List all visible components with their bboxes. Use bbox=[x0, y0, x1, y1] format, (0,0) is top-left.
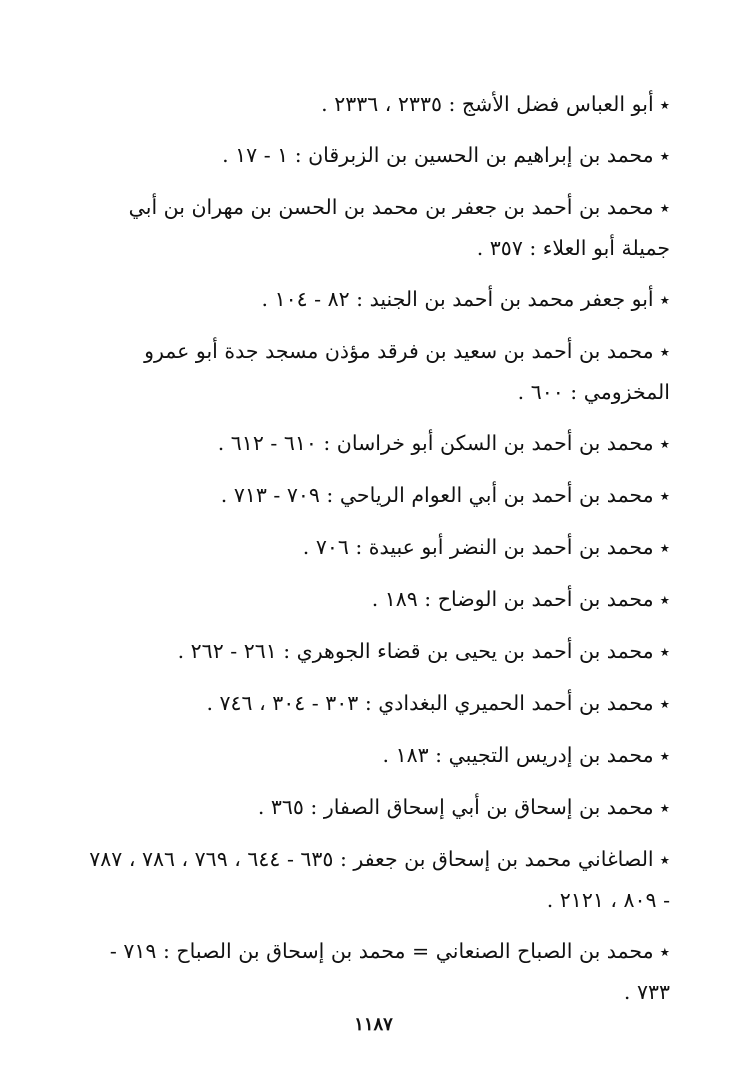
star-icon: ٭ bbox=[659, 849, 670, 871]
entry-text: أبو جعفر محمد بن أحمد بن الجنيد : ٨٢ - ١٠٤ . bbox=[261, 287, 654, 311]
entry-text: أبو العباس فضل الأشج : ٢٣٣٥ ، ٢٣٣٦ . bbox=[321, 92, 654, 116]
index-entries bbox=[78, 84, 670, 1023]
star-icon: ٭ bbox=[659, 693, 670, 715]
index-entry bbox=[78, 423, 670, 464]
star-icon: ٭ bbox=[659, 145, 670, 167]
entry-text: محمد بن الصباح الصنعاني = محمد بن إسحاق بن الصباح : ٧١٩ - ٧٣٣ . bbox=[109, 939, 670, 1004]
index-entry bbox=[78, 579, 670, 620]
star-icon: ٭ bbox=[659, 589, 670, 611]
index-entry bbox=[78, 135, 670, 176]
index-entry bbox=[78, 683, 670, 724]
index-entry bbox=[78, 331, 670, 412]
entry-text: محمد بن أحمد بن السكن أبو خراسان : ٦١٠ - ٦١٢ . bbox=[217, 431, 654, 455]
star-icon: ٭ bbox=[659, 941, 670, 963]
index-entry bbox=[78, 187, 670, 268]
index-entry bbox=[78, 527, 670, 568]
entry-text: محمد بن إبراهيم بن الحسين بن الزبرقان : ١ - ١٧ . bbox=[222, 143, 654, 167]
index-entry bbox=[78, 931, 670, 1012]
index-entry bbox=[78, 84, 670, 125]
page-number: ١١٨٧ bbox=[354, 1014, 393, 1035]
star-icon: ٭ bbox=[659, 641, 670, 663]
entry-text: محمد بن أحمد الحميري البغدادي : ٣٠٣ - ٣٠٤ ، ٧٤٦ . bbox=[206, 691, 654, 715]
index-entry bbox=[78, 279, 670, 320]
star-icon: ٭ bbox=[659, 94, 670, 116]
star-icon: ٭ bbox=[659, 197, 670, 219]
index-entry bbox=[78, 839, 670, 920]
entry-text: محمد بن أحمد بن الوضاح : ١٨٩ . bbox=[371, 587, 654, 611]
index-entry bbox=[78, 475, 670, 516]
entry-text: محمد بن إدريس التجيبي : ١٨٣ . bbox=[382, 743, 654, 767]
entry-text: محمد بن أحمد بن يحيى بن قضاء الجوهري : ٢٦١ - ٢٦٢ . bbox=[177, 639, 654, 663]
index-entry bbox=[78, 631, 670, 672]
star-icon: ٭ bbox=[659, 745, 670, 767]
star-icon: ٭ bbox=[659, 485, 670, 507]
entry-text: محمد بن أحمد بن جعفر بن محمد بن الحسن بن مهران بن أبي جميلة أبو العلاء : ٣٥٧ . bbox=[128, 195, 670, 260]
entry-text: الصاغاني محمد بن إسحاق بن جعفر : ٦٣٥ - ٦٤٤ ، ٧٦٩ ، ٧٨٦ ، ٧٨٧ - ٨٠٩ ، ٢١٢١ . bbox=[89, 847, 670, 912]
entry-text: محمد بن أحمد بن أبي العوام الرياحي : ٧٠٩ - ٧١٣ . bbox=[220, 483, 654, 507]
entry-text: محمد بن إسحاق بن أبي إسحاق الصفار : ٣٦٥ . bbox=[257, 795, 654, 819]
index-entry bbox=[78, 787, 670, 828]
entry-text: محمد بن أحمد بن النضر أبو عبيدة : ٧٠٦ . bbox=[302, 535, 654, 559]
index-entry bbox=[78, 735, 670, 776]
star-icon: ٭ bbox=[659, 341, 670, 363]
star-icon: ٭ bbox=[659, 537, 670, 559]
star-icon: ٭ bbox=[659, 433, 670, 455]
star-icon: ٭ bbox=[659, 797, 670, 819]
star-icon: ٭ bbox=[659, 289, 670, 311]
entry-text: محمد بن أحمد بن سعيد بن فرقد مؤذن مسجد جدة أبو عمرو المخزومي : ٦٠٠ . bbox=[144, 339, 670, 404]
